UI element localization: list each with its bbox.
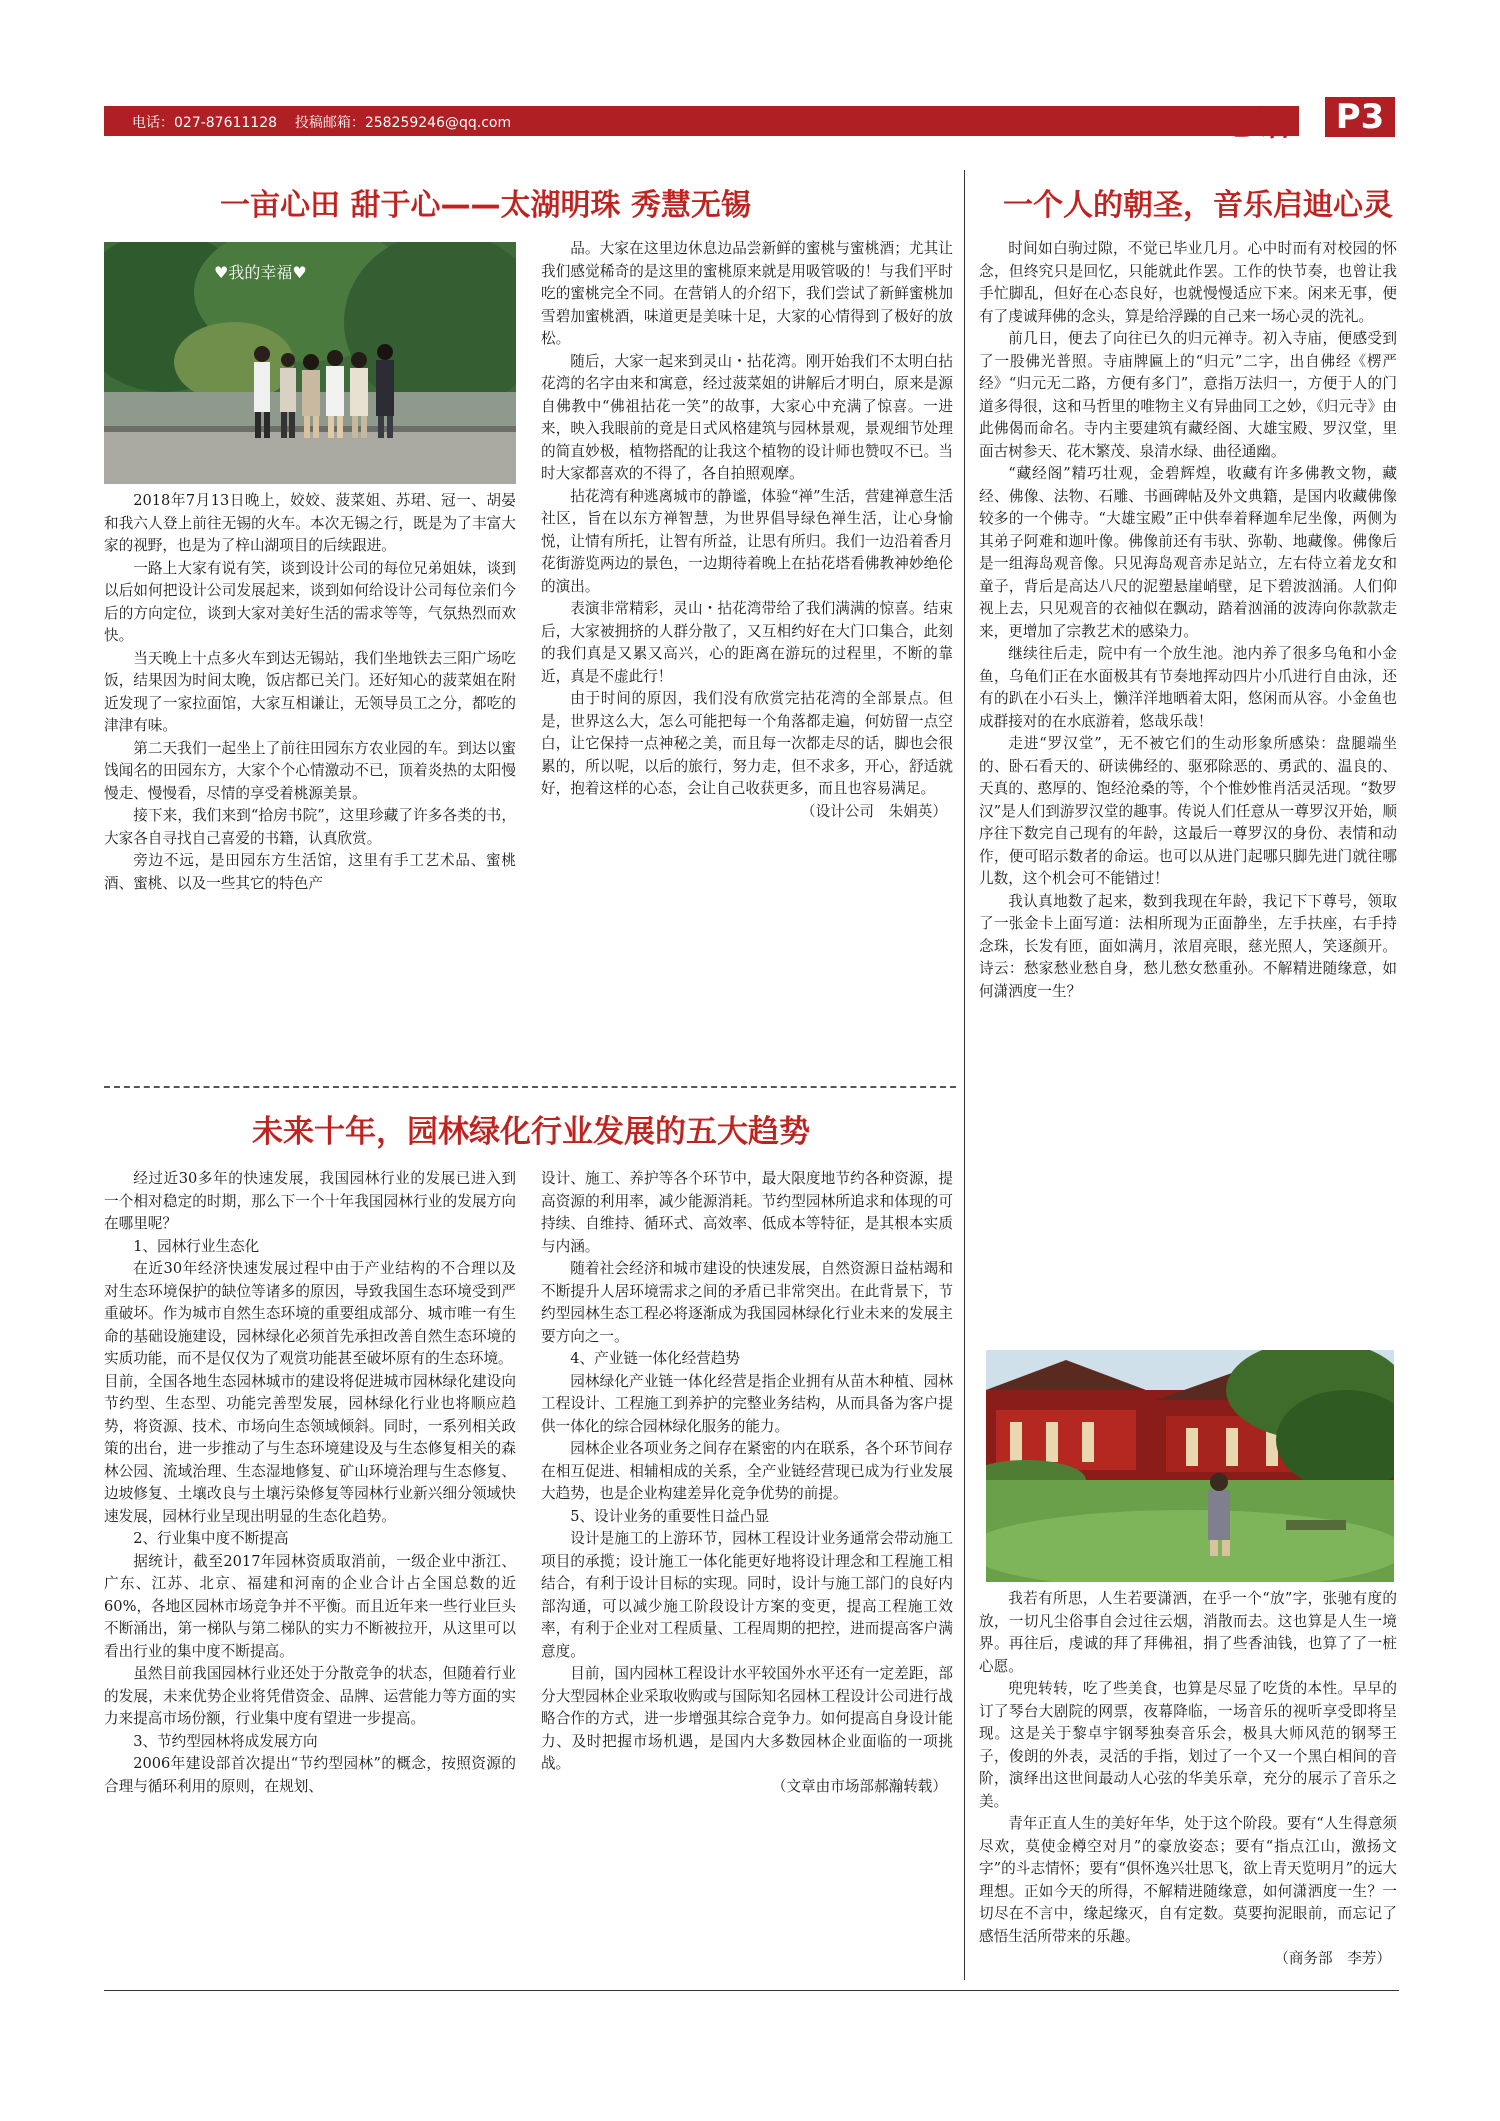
column-divider	[964, 170, 965, 1980]
article2-paragraph: 目前，国内园林工程设计水平较国外水平还有一定差距，部分大型园林企业采取收购或与国际知名园林工程设计公司进行战略合作的方式，进一步增强其综合竞争力。如何提高自身设计能力、及时把握市场机遇，是国内大多数园林企业面临的一项挑战。	[541, 1665, 953, 1772]
article3-paragraph: 前几日，便去了向往已久的归元禅寺。初入寺庙，便感受到了一股佛光普照。寺庙牌匾上的“归元”二字，出自佛经《楞严经》“归元无二路，方便有多门”，意指万法归一，方便于人的门道多得很，这和马哲里的唯物主义有异曲同工之妙，《归元寺》由此佛偈而命名。寺内主要建筑有藏经阁、大雄宝殿、罗汉堂，里面古树参天、花木繁茂、泉清水绿、曲径通幽。	[979, 330, 1397, 460]
article1-paragraph: 第二天我们一起坐上了前往田园东方农业园的车。到达以蜜饯闻名的田园东方，大家个个心情激动不已，顶着炎热的太阳慢慢走、慢慢看，尽情的享受着桃源美景。	[104, 739, 516, 802]
article1-paragraph: 拈花湾有种逃离城市的静谧，体验“禅”生活，营建禅意生活社区，旨在以东方禅智慧，为世界倡导绿色禅生活，让心身愉悦，让情有所托，让智有所益，让思有所归。我们一边沿着香月花街游览两边的景色，一边期待着晚上在拈花塔看佛教神妙绝伦的演出。	[541, 487, 953, 595]
article2-paragraph: 设计是施工的上游环节，园林工程设计业务通常会带动施工项目的承揽；设计施工一体化能更好地将设计理念和工程施工相结合，有利于设计目标的实现。同时，设计与施工部门的良好内部沟通，可以减少施工阶段设计方案的变更，提高工程施工效率，有利于企业对工程质量、工程周期的把控，进而提高客户满意度。	[541, 1530, 953, 1660]
article2-paragraph: 据统计，截至2017年园林资质取消前，一级企业中浙江、广东、江苏、北京、福建和河南的企业合计占全国总数的近60%，各地区园林市场竞争并不平衡。而且近年来一些行业巨头不断涌出，第一梯队与第二梯队的实力不断被拉开，从这里可以看出行业的集中度不断提高。	[104, 1552, 516, 1660]
article3-bottom-column	[979, 1588, 1397, 1984]
article2-paragraph: 4、产业链一体化经营趋势	[570, 1350, 741, 1367]
page-number: P3	[1325, 97, 1395, 137]
article1-paragraph: 2018年7月13日晚上，姣姣、菠菜姐、苏珺、冠一、胡晏和我六人登上前往无锡的火车。本次无锡之行，既是为了丰富大家的视野，也是为了梓山湖项目的后续跟进。	[104, 492, 516, 554]
article2-paragraph: 3、节约型园林将成发展方向	[133, 1732, 318, 1750]
article1-title: 一亩心田 甜于心——太湖明珠 秀慧无锡	[220, 188, 751, 223]
article2-paragraph: 2006年建设部首次提出“节约型园林”的概念，按照资源的合理与循环利用的原则，在规划、	[104, 1755, 516, 1795]
section-title: 心语	[1223, 104, 1291, 144]
article1-paragraph: 表演非常精彩，灵山・拈花湾带给了我们满满的惊喜。结束后，大家被拥挤的人群分散了，又互相约好在大门口集合，此刻的我们真是又累又高兴，心的距离在游玩的过程里，不断的靠近，真是不虚此行！	[541, 600, 953, 685]
article3-paragraph: 我若有所思，人生若要潇洒，在乎一个“放”字，张驰有度的放，一切凡尘俗事自会过往云烟，消散而去。这也算是人生一境界。再往后，虔诚的拜了拜佛祖，捐了些香油钱，也算了了一桩心愿。	[979, 1590, 1397, 1675]
article3-paragraph: 兜兜转转，吃了些美食，也算是尽显了吃货的本性。早早的订了琴台大剧院的网票，夜幕降临，一场音乐的视听享受即将呈现。这是关于黎卓宇钢琴独奏音乐会，极具大师风范的钢琴王子，俊朗的外表，灵活的手指，划过了一个又一个黑白相间的音阶，演绎出这世间最动人心弦的华美乐章，充分的展示了音乐之美。	[979, 1680, 1397, 1810]
article2-left-column	[104, 1168, 516, 1983]
article3-signature: （商务部 李芳）	[1274, 1950, 1391, 1967]
photo-caption: ♥我的幸福♥	[214, 263, 307, 282]
header-contact: 电话：027-87611128 投稿邮箱：258259246@qq.com	[132, 115, 512, 131]
article2-right-column	[541, 1168, 953, 1983]
article3-paragraph: 走进“罗汉堂”，无不被它们的生动形象所感染：盘腿端坐的、卧石看天的、研读佛经的、驱邪除恶的、勇武的、温良的、天真的、憨厚的、饱经沧桑的等，个个惟妙惟肖活灵活现。“数罗汉”是人们到游罗汉堂的趣事。传说人们任意从一尊罗汉开始，顺序往下数完自己现有的年龄，这最后一尊罗汉的身份、表情和动作，便可昭示数者的命运。也可以从进门起哪只脚先进门就往哪儿数，这个机会可不能错过！	[979, 735, 1397, 887]
article2-title: 未来十年，园林绿化行业发展的五大趋势	[252, 1114, 810, 1150]
article3-top-column	[979, 238, 1397, 1346]
article2-paragraph: 园林绿化产业链一体化经营是指企业拥有从苗木种植、园林工程设计、工程施工到养护的完整业务结构，从而具备为客户提供一体化的综合园林绿化服务的能力。	[541, 1372, 953, 1435]
article1-signature: （设计公司 朱娟英）	[801, 802, 947, 820]
article3-title: 一个人的朝圣，音乐启迪心灵	[1003, 188, 1393, 223]
article1-paragraph: 旁边不远，是田园东方生活馆，这里有手工艺术品、蜜桃酒、蜜桃、以及一些其它的特色产	[104, 852, 516, 892]
article2-paragraph: 园林企业各项业务之间存在紧密的内在联系，各个环节间存在相互促进、相辅相成的关系，全产业链经营现已成为行业发展大趋势，也是企业构建差异化竞争优势的前提。	[541, 1440, 953, 1502]
article1-paragraph: 随后，大家一起来到灵山・拈花湾。刚开始我们不太明白拈花湾的名字由来和寓意，经过菠菜姐的讲解后才明白，原来是源自佛教中“佛祖拈花一笑”的故事，大家心中充满了惊喜。一进来，映入我眼前的竟是日式风格建筑与园林景观，景观细节处理的简直妙极，植物搭配的让我这个植物的设计师也赞叹不已。当时大家都喜欢的不得了，各自拍照观摩。	[541, 352, 953, 482]
article3-paragraph: 时间如白驹过隙，不觉已毕业几月。心中时而有对校园的怀念，但终究只是回忆，只能就此作罢。工作的快节奏，也曾让我手忙脚乱，但好在心态良好，也就慢慢适应下来。闲来无事，便有了虔诚拜佛的念头，算是给浮躁的自己来一场心灵的洗礼。	[979, 240, 1397, 325]
article1-left-column	[104, 490, 516, 1075]
article1-right-column	[541, 238, 953, 1078]
article2-paragraph: 5、设计业务的重要性日益凸显	[570, 1507, 770, 1525]
article2-paragraph: 经过近30多年的快速发展，我国园林行业的发展已进入到一个相对稳定的时期，那么下一个十年我国园林行业的发展方向在哪里呢？	[104, 1170, 516, 1232]
article3-paragraph: 继续往后走，院中有一个放生池。池内养了很多乌龟和小金鱼，乌龟们正在水面极其有节奏地挥动四片小爪进行自由泳，还有的趴在小石头上，懒洋洋地晒着太阳，悠闲而从容。小金鱼也成群接对的在水底游着，悠哉乐哉！	[979, 645, 1397, 730]
article2-paragraph: 随着社会经济和城市建设的快速发展，自然资源日益枯竭和不断提升人居环境需求之间的矛盾已非常突出。在此背景下，节约型园林生态工程必将逐渐成为我国园林绿化行业未来的发展主要方向之一。	[541, 1260, 953, 1345]
article2-paragraph: 在近30年经济快速发展过程中由于产业结构的不合理以及对生态环境保护的缺位等诸多的原因，导致我国生态环境受到严重破坏。作为城市自然生态环境的重要组成部分、城市唯一有生命的基础设施建设，园林绿化必须首先承担改善自然生态环境的实质功能，而不是仅仅为了观赏功能甚至破坏原有的生态环境。	[104, 1260, 516, 1367]
article2-paragraph: 2、行业集中度不断提高	[133, 1530, 289, 1547]
article2-paragraph: 虽然目前我国园林行业还处于分散竞争的状态，但随着行业的发展，未来优势企业将凭借资金、品牌、运营能力等方面的实力来提高市场份额，行业集中度有望进一步提高。	[104, 1665, 516, 1727]
bottom-rule	[104, 1990, 1399, 1991]
temple-photo	[986, 1350, 1394, 1582]
article1-paragraph: 接下来，我们来到“拾房书院”，这里珍藏了许多各类的书，大家各自寻找自己喜爱的书籍，认真欣赏。	[104, 807, 516, 847]
section-divider	[104, 1086, 956, 1088]
article2-paragraph: 1、园林行业生态化	[133, 1237, 260, 1255]
article1-paragraph: 一路上大家有说有笑，谈到设计公司的每位兄弟姐妹，谈到以后如何把设计公司发展起来，谈到如何给设计公司每位亲们今后的方向定位，谈到大家对美好生活的需求等等，气氛热烈而欢快。	[104, 559, 516, 644]
group-photo	[104, 242, 516, 484]
article1-paragraph: 当天晚上十点多火车到达无锡站，我们坐地铁去三阳广场吃饭，结果因为时间太晚，饭店都已关门。还好知心的菠菜姐在附近发现了一家拉面馆，大家互相谦让，无领导员工之分，都吃的津津有味。	[104, 649, 516, 734]
article1-paragraph: 由于时间的原因，我们没有欣赏完拈花湾的全部景点。但是，世界这么大，怎么可能把每一个角落都走遍，何妨留一点空白，让它保持一点神秘之美，而且每一次都走尽的话，脚也会很累的，所以呢，以后的旅行，努力走，但不求多，开心，舒适就好，抱着这样的心态，会让自己收获更多，而且也容易满足。	[541, 690, 953, 797]
article2-signature: （文章由市场部郝瀚转载）	[771, 1777, 947, 1795]
article2-paragraph: 目前，全国各地生态园林城市的建设将促进城市园林绿化建设向节约型、生态型、功能完善型发展，园林绿化行业也将顺应趋势，将资源、技术、市场向生态领域倾斜。同时，一系列相关政策的出台，进一步推动了与生态环境建设及与生态修复相关的森林公园、流域治理、生态湿地修复、矿山环境治理与生态修复、边坡修复、土壤改良与土壤污染修复等园林行业新兴细分领域快速发展，园林行业呈现出明显的生态化趋势。	[104, 1372, 516, 1525]
article3-paragraph: 青年正直人生的美好年华，处于这个阶段。要有“人生得意须尽欢，莫使金樽空对月”的豪放姿态；要有“指点江山，激扬文字”的斗志情怀；要有“俱怀逸兴壮思飞，欲上青天览明月”的远大理想。正如今天的所得，不解精进随缘意，如何潇洒度一生？一切尽在不言中，缘起缘灭，自有定数。莫要拘泥眼前，而忘记了感悟生活所带来的乐趣。	[979, 1815, 1397, 1945]
article3-paragraph: “藏经阁”精巧壮观，金碧辉煌，收藏有许多佛教文物，藏经、佛像、法物、石雕、书画碑帖及外文典籍，是国内收藏佛像较多的一个佛寺。“大雄宝殿”正中供奉着释迦牟尼坐像，两侧为其弟子阿难和迦叶像。佛像前还有韦驮、弥勒、地藏像。佛像后是一组海岛观音像。只见海岛观音赤足站立，左右侍立着龙女和童子，背后是高达八尺的泥塑悬崖峭壁，足下碧波汹涌。人们仰视上去，只见观音的衣袖似在飘动，踏着汹涌的波涛向你款款走来，更增加了宗教艺术的感染力。	[979, 465, 1397, 640]
article2-paragraph: 设计、施工、养护等各个环节中，最大限度地节约各种资源，提高资源的利用率，减少能源消耗。节约型园林所追求和体现的可持续、自维持、循环式、高效率、低成本等特征，是其根本实质与内涵。	[541, 1170, 953, 1255]
article1-paragraph: 品。大家在这里边休息边品尝新鲜的蜜桃与蜜桃酒；尤其让我们感觉稀奇的是这里的蜜桃原来就是用吸管吸的！与我们平时吃的蜜桃完全不同。在营销人的介绍下，我们尝试了新鲜蜜桃加雪碧加蜜桃酒，味道更是美味十足，大家的心情得到了极好的放松。	[541, 240, 953, 347]
article3-paragraph: 我认真地数了起来，数到我现在年龄，我记下下尊号，领取了一张金卡上面写道：法相所现为正面静坐，左手扶座，右手持念珠，长发有匝，面如满月，浓眉亮眼，慈光照人，笑逐颜开。诗云：愁家愁业愁自身，愁儿愁女愁重孙。不解精进随缘意，如何潇洒度一生？	[979, 892, 1397, 1000]
